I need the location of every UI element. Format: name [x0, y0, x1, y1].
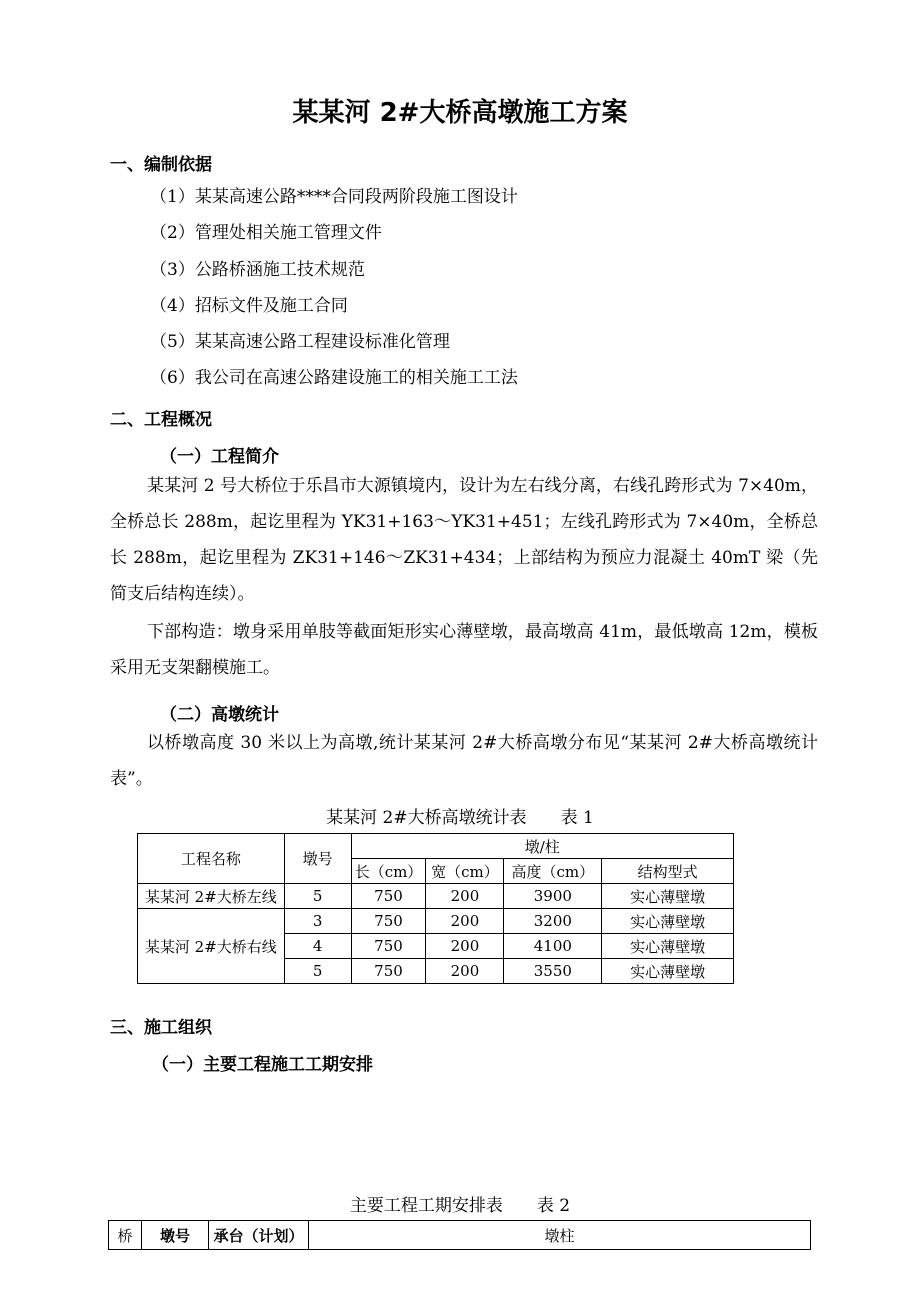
section-heading-basis: 一、编制依据 — [110, 155, 212, 175]
table2-caption-title: 主要工程工期安排表 — [349, 1196, 503, 1216]
introduction-paragraph: 某某河 2 号大桥位于乐昌市大源镇境内，设计为左右线分离，右线孔跨形式为 7×40m，全桥总长 288m，起讫里程为 YK31+163～YK31+451；左线孔跨形式为 7×40m，全桥总长 288m，起讫里程为 ZK31+146～ZK31+434；上部结构为预应力混凝土 40mT 梁（先简支后结构连续）。 — [110, 476, 818, 604]
table1-header-width: 宽（cm） — [426, 859, 504, 884]
schedule-table — [108, 1220, 811, 1250]
table2-caption — [0, 1191, 920, 1216]
table1-cell-width: 200 — [426, 909, 504, 934]
table1-cell-height: 3200 — [504, 909, 602, 934]
table1-caption — [0, 803, 920, 828]
table1-cell-pier: 5 — [284, 959, 351, 984]
basis-item-3: （3）公路桥涵施工技术规范 — [150, 260, 365, 280]
table2-header-pile-cap: 承台（计划） — [209, 1221, 309, 1250]
table1-cell-height: 3550 — [504, 959, 602, 984]
table2-header-bridge: 桥 — [109, 1221, 142, 1250]
subheading-high-pier-stats: （二）高墩统计 — [160, 705, 279, 725]
table1-cell-type: 实心薄壁墩 — [602, 909, 734, 934]
table1-cell-type: 实心薄壁墩 — [602, 884, 734, 909]
table1-cell-length: 750 — [351, 934, 426, 959]
table1-cell-width: 200 — [426, 959, 504, 984]
table1-cell-length: 750 — [351, 959, 426, 984]
subheading-schedule: （一）主要工程施工工期安排 — [152, 1055, 373, 1075]
table1-cell-name: 某某河 2#大桥右线 — [138, 909, 285, 984]
table1-cell-pier: 3 — [284, 909, 351, 934]
table1-cell-length: 750 — [351, 909, 426, 934]
table1-cell-name: 某某河 2#大桥左线 — [138, 884, 285, 909]
high-pier-stats-table — [137, 833, 734, 984]
table1-cell-pier: 4 — [284, 934, 351, 959]
table1-cell-height: 4100 — [504, 934, 602, 959]
table1-header-length: 长（cm） — [351, 859, 426, 884]
table1-header-height: 高度（cm） — [504, 859, 602, 884]
table1-cell-type: 实心薄壁墩 — [602, 959, 734, 984]
table2-header-pier-no: 墩号 — [142, 1221, 209, 1250]
subheading-introduction: （一）工程简介 — [160, 447, 279, 467]
table1-header-pier-no: 墩号 — [284, 834, 351, 884]
basis-item-2: （2）管理处相关施工管理文件 — [150, 223, 382, 243]
table2-header-pier-column: 墩柱 — [309, 1221, 811, 1250]
basis-item-4: （4）招标文件及施工合同 — [150, 296, 348, 316]
document-title: 某某河 2#大桥高墩施工方案 — [292, 98, 628, 128]
table1-cell-type: 实心薄壁墩 — [602, 934, 734, 959]
section-heading-organization: 三、施工组织 — [110, 1018, 212, 1038]
table1-number: 表 1 — [560, 808, 594, 828]
table1-header-type: 结构型式 — [602, 859, 734, 884]
table1-caption-title: 某某河 2#大桥高墩统计表 — [326, 808, 527, 828]
table1-cell-width: 200 — [426, 934, 504, 959]
table1-cell-length: 750 — [351, 884, 426, 909]
table-row — [138, 909, 734, 934]
substructure-paragraph: 下部构造：墩身采用单肢等截面矩形实心薄壁墩，最高墩高 41m，最低墩高 12m，模板采用无支架翻模施工。 — [110, 622, 818, 678]
table1-cell-width: 200 — [426, 884, 504, 909]
table-row — [138, 884, 734, 909]
high-pier-paragraph: 以桥墩高度 30 米以上为高墩,统计某某河 2#大桥高墩分布见“某某河 2#大桥高墩统计表”。 — [110, 733, 818, 789]
section-heading-overview: 二、工程概况 — [110, 410, 212, 430]
table1-header-group: 墩/柱 — [351, 834, 733, 859]
basis-item-1: （1）某某高速公路****合同段两阶段施工图设计 — [150, 187, 518, 207]
basis-item-6: （6）我公司在高速公路建设施工的相关施工工法 — [150, 368, 518, 388]
table1-cell-pier: 5 — [284, 884, 351, 909]
table2-number: 表 2 — [536, 1196, 571, 1216]
table1-cell-height: 3900 — [504, 884, 602, 909]
basis-item-5: （5）某某高速公路工程建设标准化管理 — [150, 332, 450, 352]
table1-header-name: 工程名称 — [138, 834, 285, 884]
